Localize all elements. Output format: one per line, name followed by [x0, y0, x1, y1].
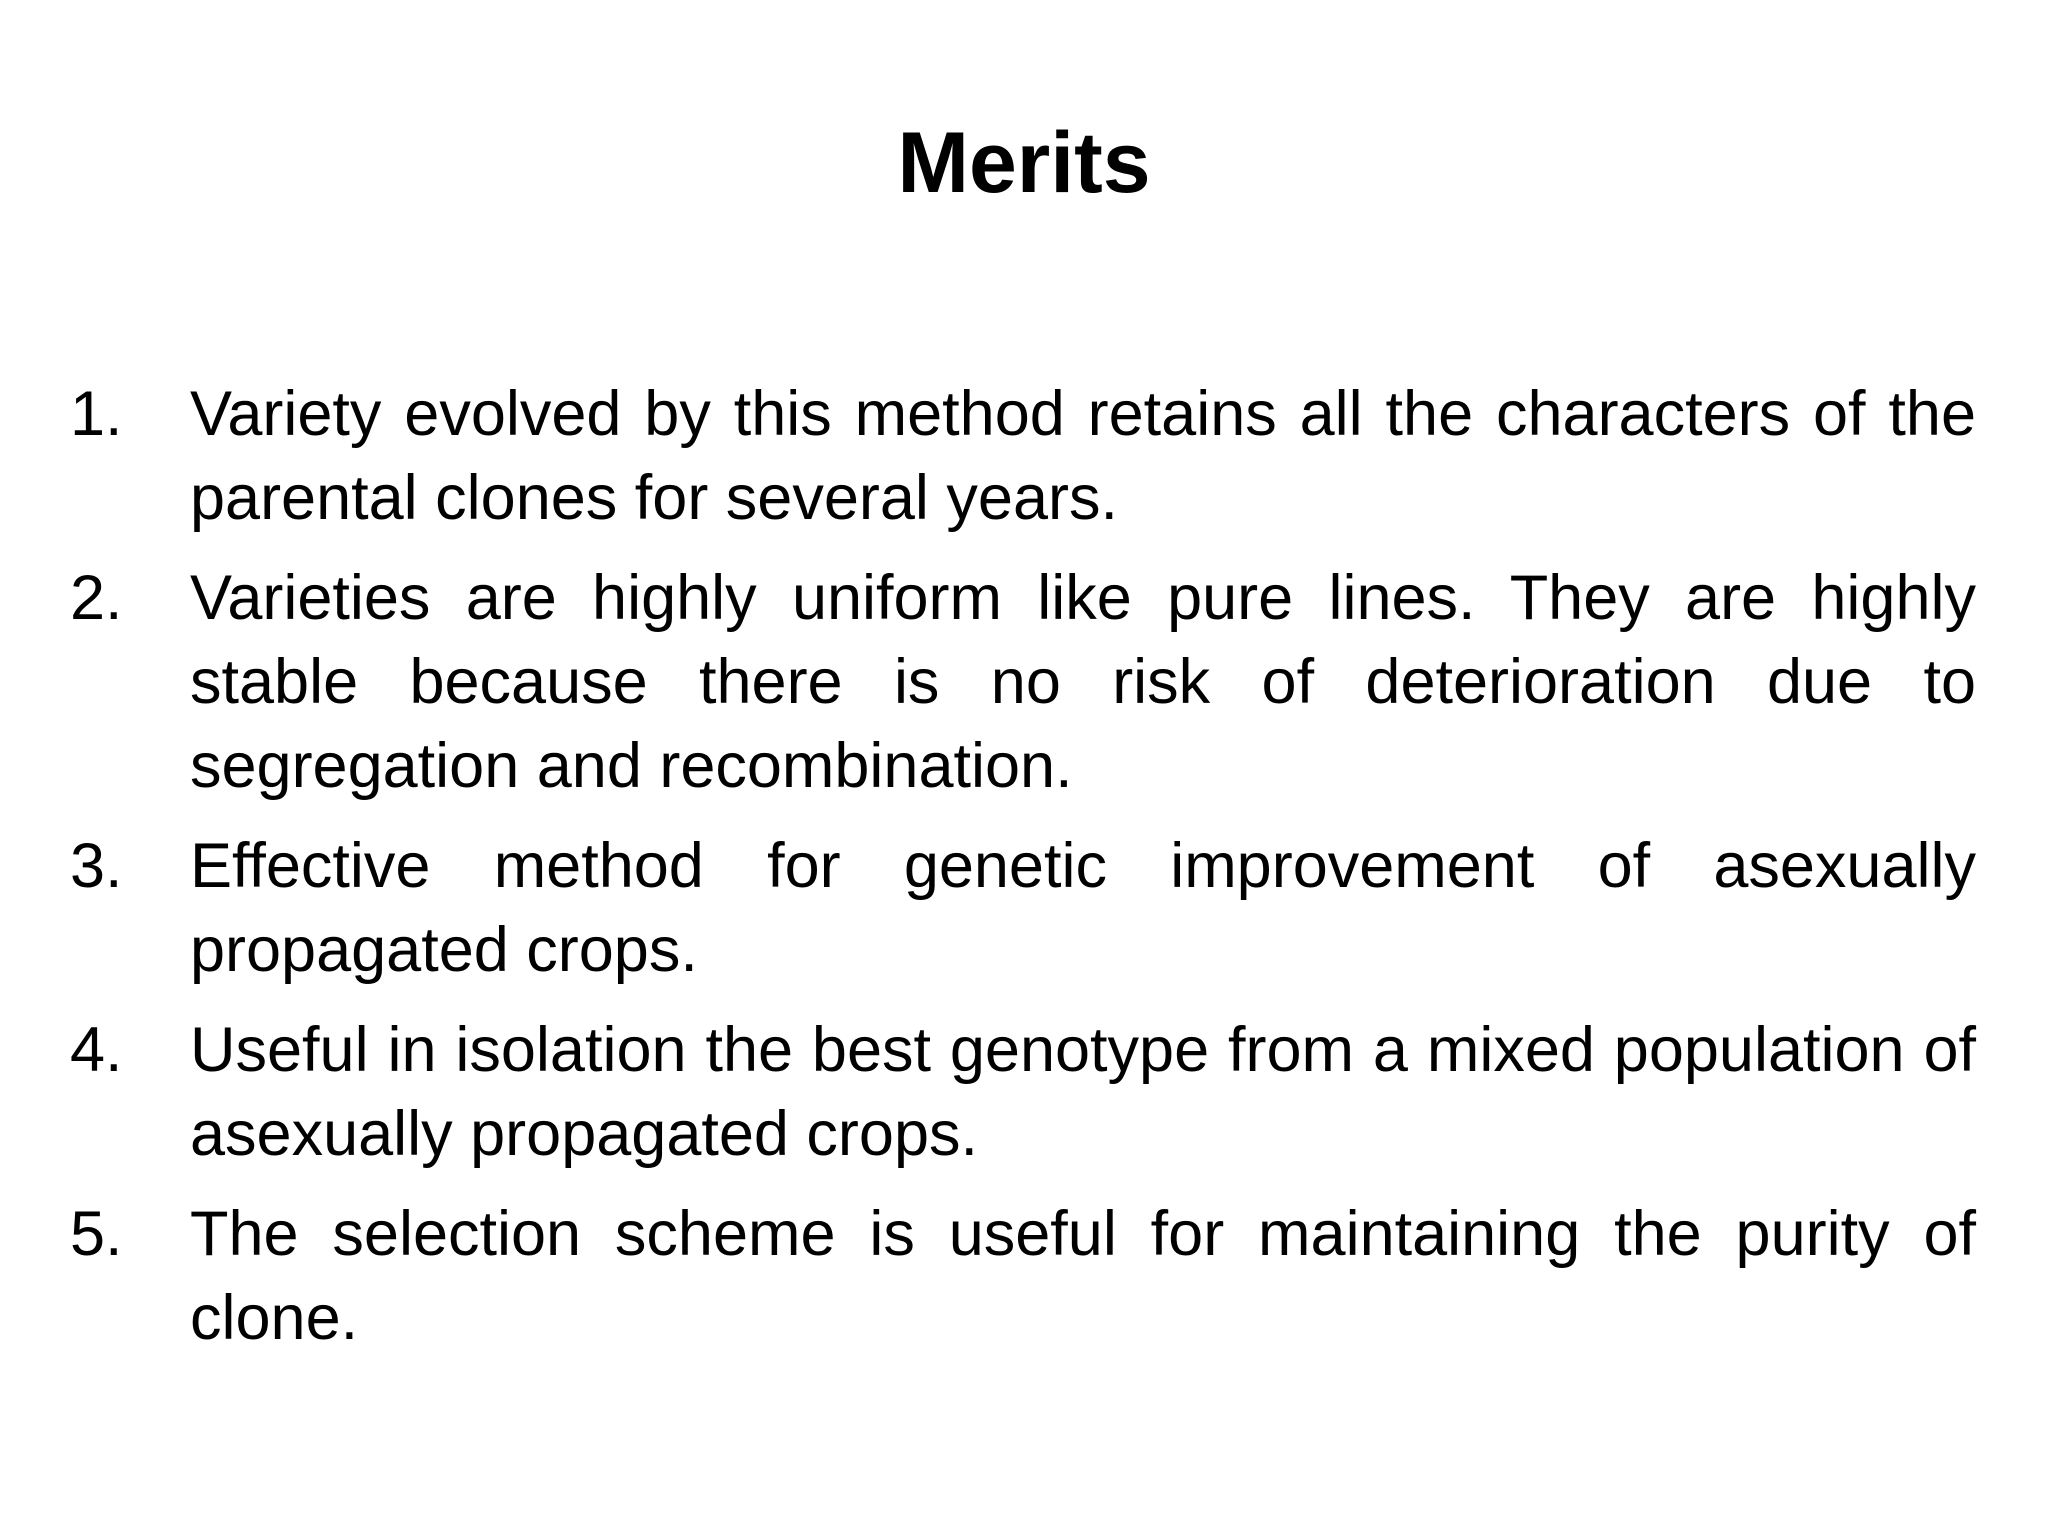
list-item-number: 3.	[70, 831, 123, 901]
list-item	[70, 556, 1976, 808]
list-item	[70, 1192, 1976, 1360]
list-item	[70, 372, 1976, 540]
merits-list	[70, 372, 1976, 1376]
list-item-text: The selection scheme is useful for maintaining the purity of clone.	[190, 1199, 1976, 1353]
list-item-text: Variety evolved by this method retains all the characters of the parental clones for several years.	[190, 379, 1976, 533]
list-item-number: 4.	[70, 1015, 123, 1085]
list-item-number: 1.	[70, 379, 123, 449]
list-item-text: Effective method for genetic improvement of asexually propagated crops.	[190, 831, 1976, 985]
list-item-text: Useful in isolation the best genotype from a mixed population of asexually propagated crops.	[190, 1015, 1976, 1169]
list-item-number: 5.	[70, 1199, 123, 1269]
list-item-number: 2.	[70, 563, 123, 633]
slide-title: Merits	[897, 115, 1151, 211]
list-item	[70, 824, 1976, 992]
list-item	[70, 1008, 1976, 1176]
list-item-text: Varieties are highly uniform like pure lines. They are highly stable because there is no risk of deterioration due to segregation and recombination.	[190, 563, 1976, 801]
